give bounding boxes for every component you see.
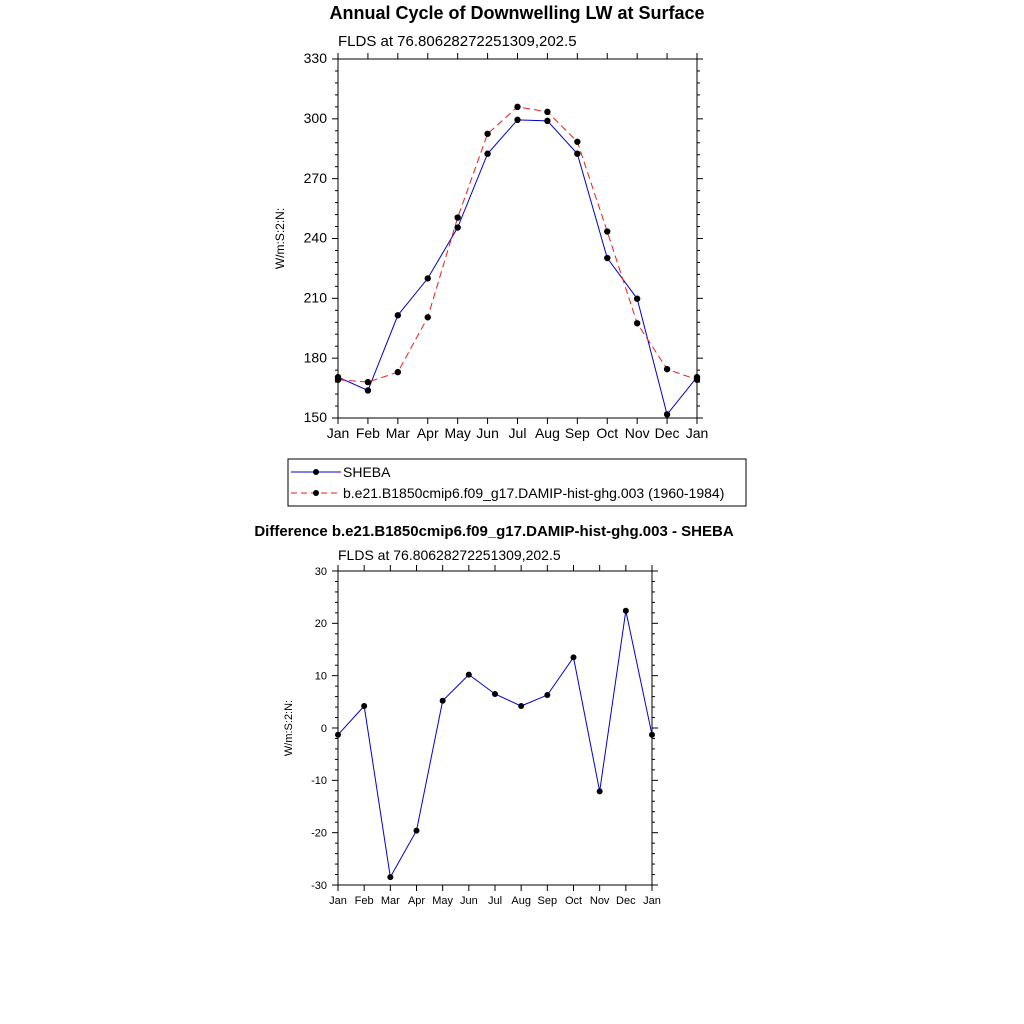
chart2-title: Difference b.e21.B1850cmip6.f09_g17.DAMIP-hist-ghg.003 - SHEBA xyxy=(254,523,734,540)
chart2-ytick-label: -20 xyxy=(311,827,327,840)
chart2-xtick-label: Jan xyxy=(329,895,347,907)
chart1-ytick-label: 300 xyxy=(303,110,327,127)
chart2-series-0-point xyxy=(387,874,393,880)
chart1-series-1-point xyxy=(544,109,550,115)
chart2-series-0-point xyxy=(597,788,603,794)
chart2-plot xyxy=(283,565,661,907)
chart1-ytick-label: 330 xyxy=(303,50,327,67)
chart1-series-1-point xyxy=(664,366,670,372)
chart2-series-0-point xyxy=(544,692,550,698)
chart1-series-line-1 xyxy=(338,107,697,382)
chart1-series-1-point xyxy=(574,139,580,145)
chart1-xtick-label: Dec xyxy=(654,425,680,441)
chart1-series-1-point xyxy=(395,369,401,375)
chart1-xtick-label: Aug xyxy=(534,425,560,441)
chart2-ytick-label: 0 xyxy=(320,722,327,735)
chart1-series-0-point xyxy=(664,411,670,417)
chart2-series-0-point xyxy=(414,828,420,834)
chart2-series-0-point xyxy=(518,703,524,709)
chart1-xtick-label: Jan xyxy=(685,425,709,441)
chart1-series-0-point xyxy=(544,118,550,124)
chart1-ylabel: W/m:S:2:N: xyxy=(273,207,287,270)
chart1-ytick-label: 180 xyxy=(303,349,327,366)
chart2-xtick-label: Nov xyxy=(589,895,610,907)
chart2-series-0-point xyxy=(466,672,472,678)
chart1-xtick-label: Nov xyxy=(624,425,650,441)
chart1-xtick-label: Jun xyxy=(476,425,499,441)
chart2-series-0-point xyxy=(440,698,446,704)
chart2-series-0-point xyxy=(492,691,498,697)
chart1-ytick-label: 270 xyxy=(303,169,327,186)
chart2-xtick-label: May xyxy=(432,895,454,907)
chart2-xtick-label: Jul xyxy=(487,895,503,907)
chart2-series-0-point xyxy=(649,732,655,738)
chart1-xtick-label: Mar xyxy=(385,425,410,441)
chart2-xtick-label: Feb xyxy=(354,895,374,907)
chart1-series-0-point xyxy=(425,275,431,281)
chart1-ytick-label: 210 xyxy=(303,289,327,306)
chart1-xtick-label: Feb xyxy=(355,425,380,441)
legend-sheba-label: SHEBA xyxy=(343,464,391,480)
chart1-series-0-point xyxy=(484,151,490,157)
legend-sheba-marker xyxy=(313,469,319,475)
chart1-series-1-point xyxy=(514,104,520,110)
chart1-xtick-label: Jul xyxy=(508,425,527,441)
chart1-series-line-0 xyxy=(338,120,697,415)
chart1-series-1-point xyxy=(335,377,341,383)
chart2-frame xyxy=(338,571,652,885)
chart1-series-0-point xyxy=(454,224,460,230)
chart2-ylabel: W/m:S:2:N: xyxy=(283,699,295,757)
chart1-series-0-point xyxy=(395,312,401,318)
chart1-title: Annual Cycle of Downwelling LW at Surface xyxy=(329,3,705,23)
chart1-ytick-label: 150 xyxy=(303,409,327,426)
chart2-xtick-label: Mar xyxy=(380,895,400,907)
chart1-plot xyxy=(273,50,708,441)
chart2-ytick-label: -10 xyxy=(311,775,327,788)
chart1-series-1-point xyxy=(694,377,700,383)
chart2-series-0-point xyxy=(571,654,577,660)
chart1-series-0-point xyxy=(604,255,610,261)
chart2-ytick-label: 30 xyxy=(314,565,327,578)
chart1-xtick-label: Apr xyxy=(416,425,439,441)
legend-model-label: b.e21.B1850cmip6.f09_g17.DAMIP-hist-ghg.003 (1960-1984) xyxy=(343,485,725,501)
chart2-ytick-label: 20 xyxy=(314,618,327,631)
chart2-xtick-label: Apr xyxy=(407,895,426,907)
chart1-series-0-point xyxy=(514,117,520,123)
chart2-series-0-point xyxy=(361,703,367,709)
chart2-xtick-label: Jun xyxy=(459,895,478,907)
chart1-series-1-point xyxy=(484,131,490,137)
chart1-xtick-label: Sep xyxy=(564,425,590,441)
chart1-series-1-point xyxy=(604,228,610,234)
chart2-subtitle: FLDS at 76.80628272251309,202.5 xyxy=(338,547,561,563)
chart1-legend xyxy=(288,459,746,506)
chart2-xtick-label: Sep xyxy=(537,895,558,907)
chart1-xtick-label: Jan xyxy=(326,425,350,441)
chart2-ytick-label: -30 xyxy=(311,879,327,892)
chart2-series-line-0 xyxy=(338,611,652,877)
chart2-ytick-label: 10 xyxy=(314,670,327,683)
chart1-frame xyxy=(338,59,697,418)
chart1-series-1-point xyxy=(634,320,640,326)
legend-model-marker xyxy=(313,490,319,496)
chart1-series-1-point xyxy=(425,314,431,320)
chart2-series-0-point xyxy=(623,608,629,614)
chart1-series-0-point xyxy=(634,296,640,302)
chart1-subtitle: FLDS at 76.80628272251309,202.5 xyxy=(338,33,577,50)
chart2-series-0-point xyxy=(335,732,341,738)
chart2-xtick-label: Oct xyxy=(564,895,583,907)
chart1-series-1-point xyxy=(365,379,371,385)
chart2-xtick-label: Dec xyxy=(616,895,636,907)
chart2-xtick-label: Jan xyxy=(643,895,661,907)
chart1-series-0-point xyxy=(574,151,580,157)
chart2-xtick-label: Aug xyxy=(511,895,531,907)
chart1-series-0-point xyxy=(365,387,371,393)
chart1-ytick-label: 240 xyxy=(303,229,327,246)
chart1-xtick-label: Oct xyxy=(596,425,619,441)
chart1-xtick-label: May xyxy=(444,425,471,441)
chart1-series-1-point xyxy=(454,214,460,220)
